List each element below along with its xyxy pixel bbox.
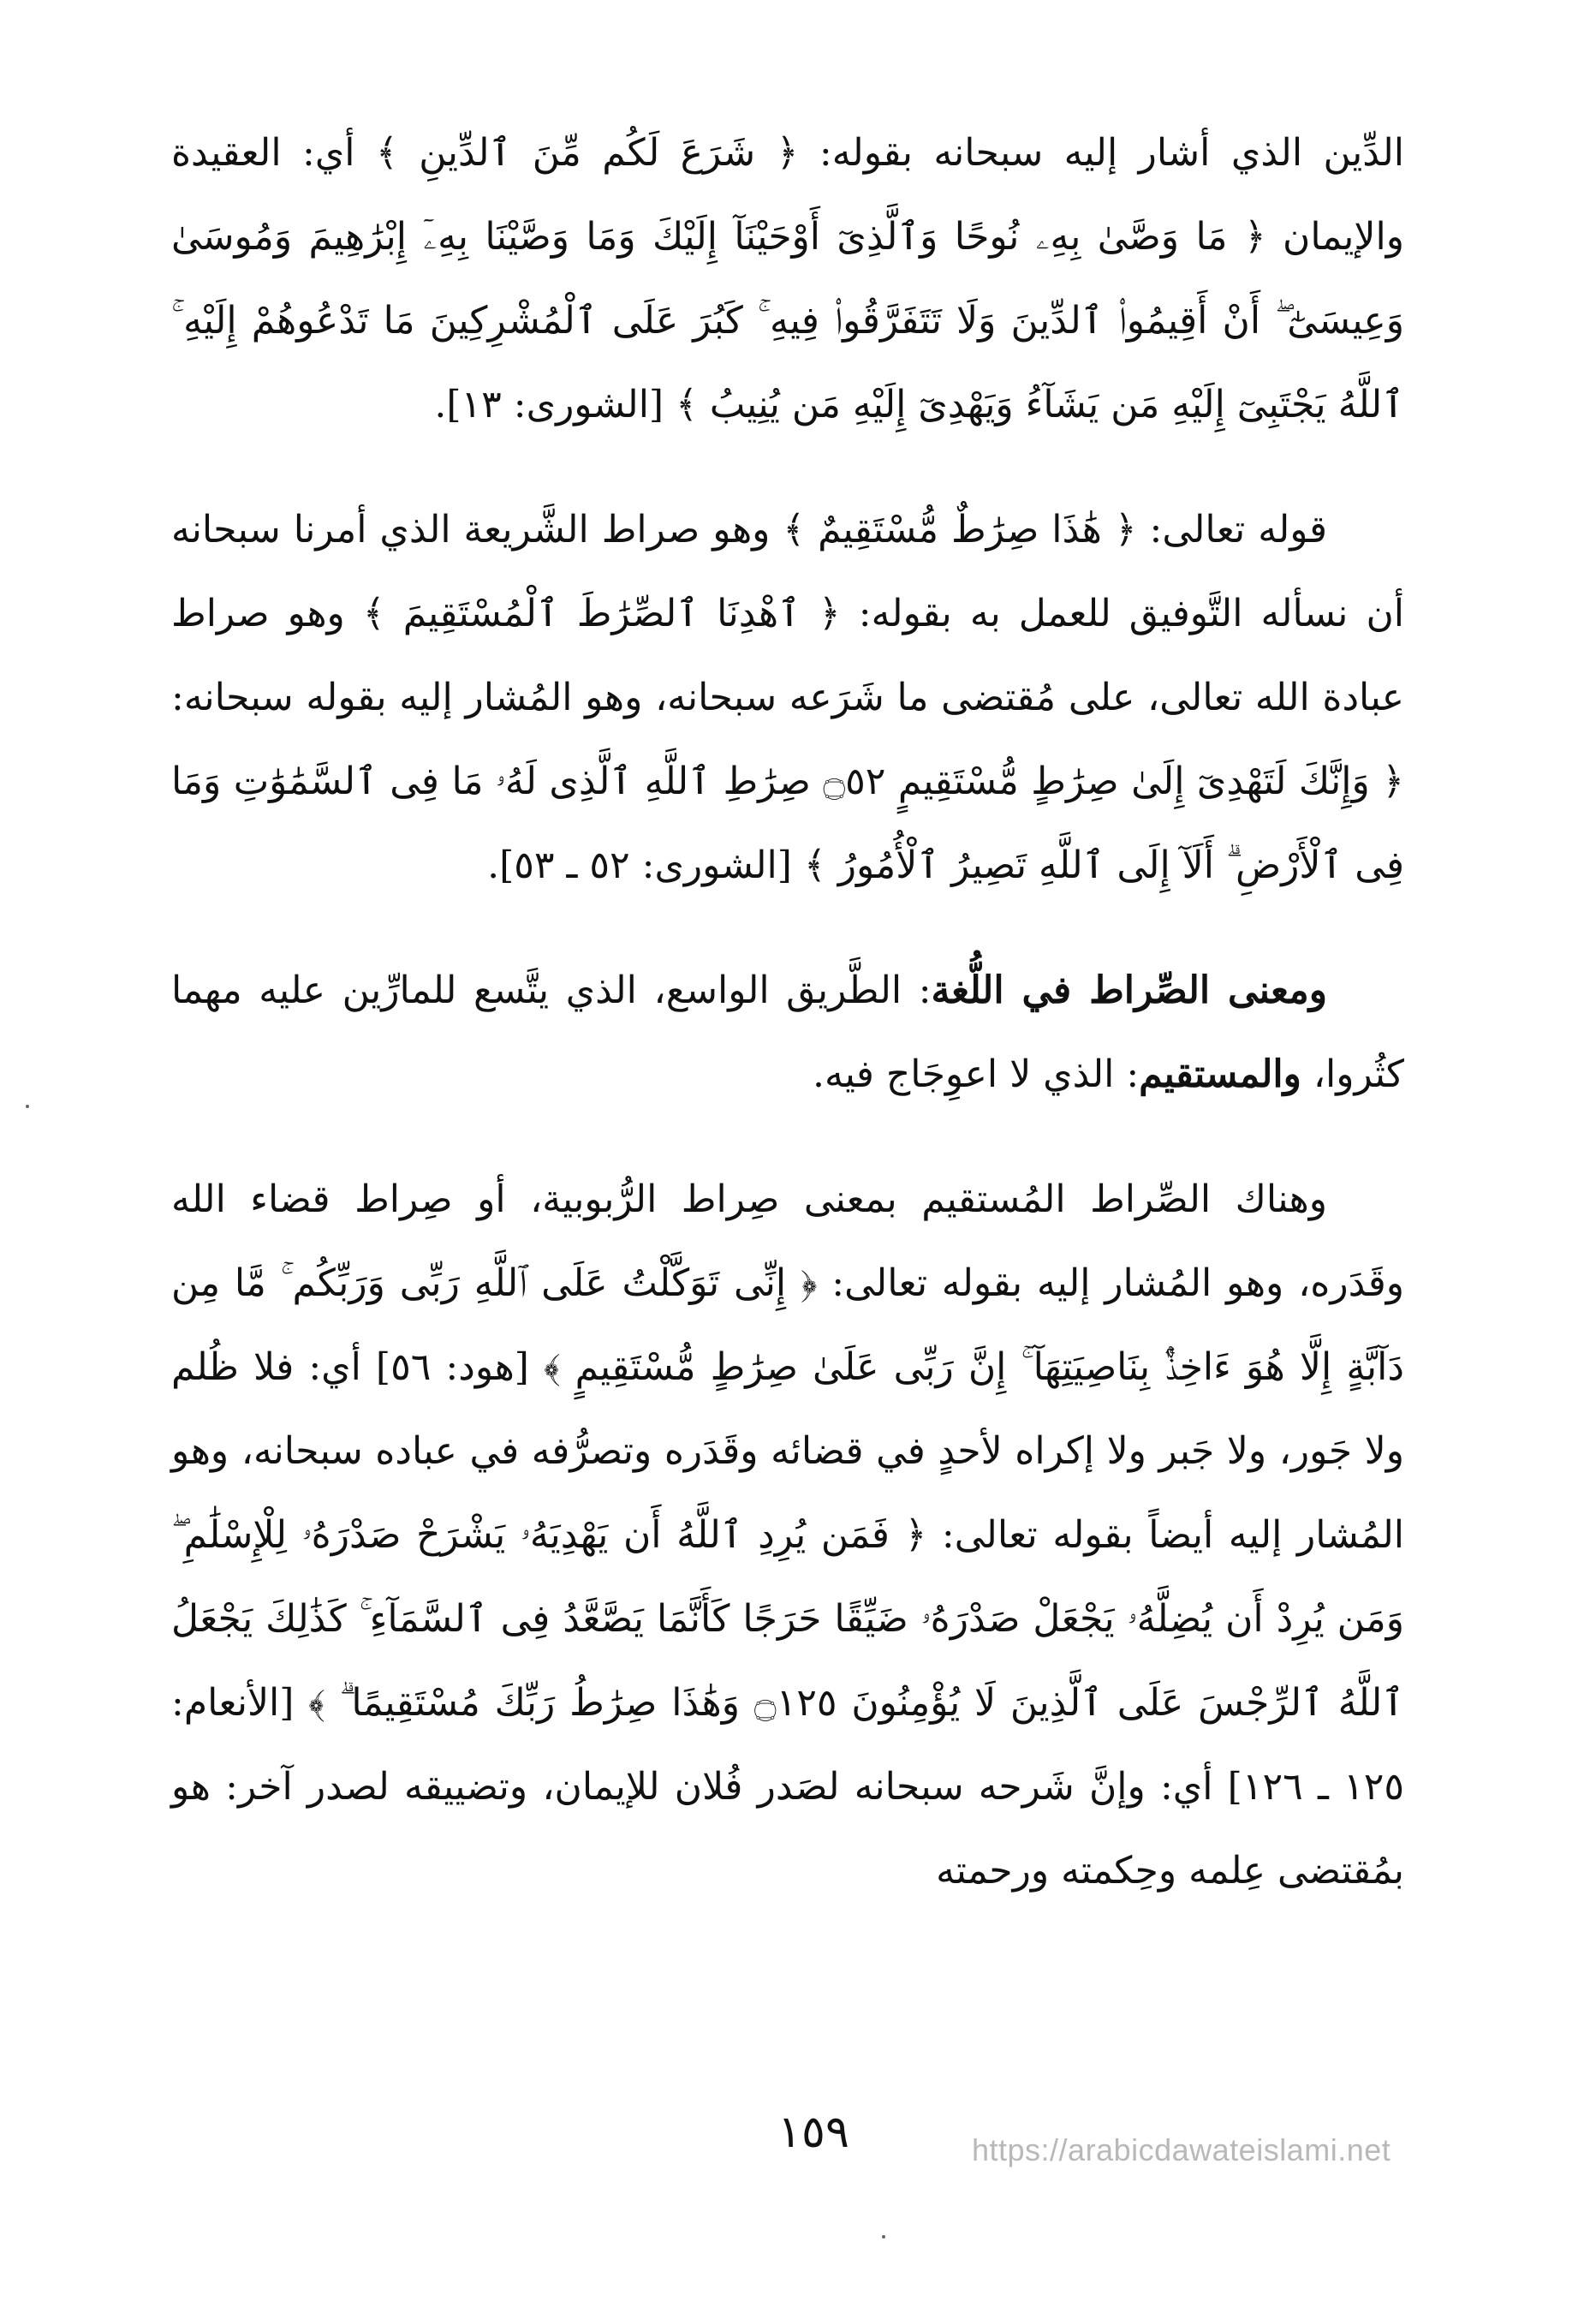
quran-verse: ﴿ ٱهْدِنَا ٱلصِّرَٰطَ ٱلْمُسْتَقِيمَ ﴾: [362, 592, 841, 635]
quran-verse: ﴿ مَا وَصَّىٰ بِهِۦ نُوحًا وَٱلَّذِىٓ أَوْحَيْنَآ إِلَيْكَ وَمَا وَصَّيْنَا بِهِۦٓ إِبْرَٰهِيمَ وَمُوسَىٰ وَعِيسَىٰٓ ۖ أَنْ أَقِيمُوا۟ ٱلدِّينَ وَلَا تَتَفَرَّقُوا۟ فِيهِ ۚ كَبُرَ عَلَى ٱلْمُشْرِكِينَ مَا تَدْعُوهُمْ إِلَيْهِ ۚ ٱللَّهُ يَجْتَبِىٓ إِلَيْهِ مَن يَشَآءُ وَيَهْدِىٓ إِلَيْهِ مَن يُنِيبُ ﴾: [171, 215, 1404, 426]
definition-term: ومعنى الصِّراط في اللُّغة: [931, 969, 1327, 1012]
scan-speck: [882, 2235, 885, 2238]
text-segment: وهو صراط عبادة الله تعالى، على مُقتضى ما شَرَعه سبحانه، وهو المُشار إليه بقوله سبحانه:: [171, 592, 1404, 719]
quran-verse: ﴿ إِنِّى تَوَكَّلْتُ عَلَى ٱللَّهِ رَبِّى وَرَبِّكُم ۚ مَّا مِن دَآبَّةٍ إِلَّا هُوَ ءَاخِذٌۢ بِنَاصِيَتِهَآ ۚ إِنَّ رَبِّى عَلَىٰ صِرَٰطٍ مُّسْتَقِيمٍ ﴾: [171, 1261, 1404, 1389]
paragraph-2: [171, 488, 1404, 908]
text-segment: أي: العقيدة والإيمان: [171, 131, 1404, 259]
quran-verse: ﴿ وَإِنَّكَ لَتَهْدِىٓ إِلَىٰ صِرَٰطٍ مُّسْتَقِيمٍ ۝٥٢ صِرَٰطِ ٱللَّهِ ٱلَّذِى لَهُۥ مَا فِى ٱلسَّمَٰوَٰتِ وَمَا فِى ٱلْأَرْضِ ۗ أَلَآ إِلَى ٱللَّهِ تَصِيرُ ٱلْأُمُورُ ﴾: [171, 760, 1404, 887]
paragraph-4: [171, 1158, 1404, 1913]
quran-verse: ﴿ شَرَعَ لَكُم مِّنَ ٱلدِّينِ ﴾: [375, 131, 799, 175]
definition-term: والمستقيم: [1139, 1052, 1301, 1096]
watermark-url[interactable]: https://arabicdawateislami.net: [972, 2132, 1391, 2167]
text-segment: [الأنعام: ١٢٥ ـ ١٢٦] أي: وإنَّ شَرحه سبحانه لصَدر فُلان للإيمان، وتضييقه لصدر آخر: هو بمُقتضى عِلمه وحِكمته ورحمته: [171, 1681, 1404, 1893]
text-segment: وهو صراط الشَّريعة الذي أمرنا سبحانه أن نسأله التَّوفيق للعمل به بقوله:: [171, 508, 1404, 635]
paragraph-1: [171, 111, 1404, 447]
quran-verse: ﴿ هَٰذَا صِرَٰطٌ مُّسْتَقِيمٌ ﴾: [783, 508, 1137, 551]
citation: [الشورى: ٥٢ ـ ٥٣].: [487, 844, 804, 887]
text-segment: [هود: ٥٦] أي: فلا ظُلم ولا جَور، ولا جَبر ولا إكراه لأحدٍ في قضائه وقَدَره وتصرُّفه في عباده سبحانه، وهو المُشار إليه أيضاً بقوله تعالى:: [171, 1345, 1405, 1557]
text-segment: الدِّين الذي أشار إليه سبحانه بقوله:: [798, 131, 1404, 175]
text-segment: وهناك الصِّراط المُستقيم بمعنى صِراط الرُّبوبية، أو صِراط قضاء الله وقَدَره، وهو المُشار إليه بقوله تعالى:: [171, 1177, 1404, 1305]
citation: [الشورى: ١٣].: [434, 383, 676, 426]
text-segment: : الطَّريق الواسع، الذي يتَّسع للمارِّين عليه مهما كثُروا،: [171, 969, 1404, 1096]
page-number: ١٥٩: [777, 2107, 849, 2158]
text-segment: : الذي لا اعوِجَاج فيه.: [813, 1052, 1140, 1096]
text-segment: قوله تعالى:: [1136, 508, 1328, 551]
quran-verse: ﴿ فَمَن يُرِدِ ٱللَّهُ أَن يَهْدِيَهُۥ يَشْرَحْ صَدْرَهُۥ لِلْإِسْلَٰمِ ۖ وَمَن يُرِدْ أَن يُضِلَّهُۥ يَجْعَلْ صَدْرَهُۥ ضَيِّقًا حَرَجًا كَأَنَّمَا يَصَّعَّدُ فِى ٱلسَّمَآءِ ۚ كَذَٰلِكَ يَجْعَلُ ٱللَّهُ ٱلرِّجْسَ عَلَى ٱلَّذِينَ لَا يُؤْمِنُونَ ۝١٢٥ وَهَٰذَا صِرَٰطُ رَبِّكَ مُسْتَقِيمًا ۗ ﴾: [171, 1513, 1405, 1725]
page-body: [171, 111, 1404, 1954]
scan-speck: [26, 1105, 29, 1108]
paragraph-3: [171, 949, 1404, 1117]
